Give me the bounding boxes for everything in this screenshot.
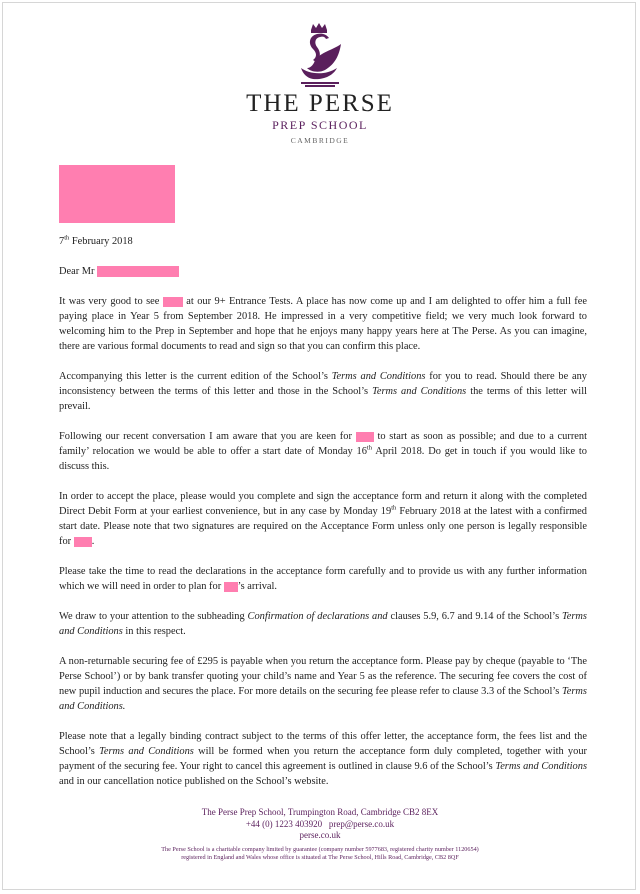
school-name: THE PERSE [246,90,394,117]
redacted-child-name [163,297,183,307]
letter-date: 7th February 2018 [59,234,133,247]
footer-address: The Perse Prep School, Trumpington Road, Cambridge CB2 8EX [201,807,439,817]
footer-contact: +44 (0) 1223 403920 prep@perse.co.uk [245,818,395,829]
redacted-address [59,165,175,223]
redacted-child-name [224,582,238,592]
swan-crest-icon [295,22,345,88]
redacted-child-name [74,537,92,547]
school-subtitle: PREP SCHOOL [272,118,368,132]
footer-legal-1: The Perse School is a charitable company limited by guarantee (company number 5977683, registered charity number 1120654) [161,845,479,853]
redacted-name [97,266,179,277]
school-city: CAMBRIDGE [290,136,350,145]
paragraph-1: It was very good to see at our 9+ Entrance Tests. A place has now come up and I am delighted to offer him a full fee paying place in Year 5 from September 2018. He impressed in a very competitive field; we very much look forward to welcoming him to the Prep in September and hope that he enjoys many happy years here at The Perse. As you can imagine, there are various formal documents to read and sign so that you can confirm this place. [59,296,587,352]
paragraph-8: Please note that a legally binding contract subject to the terms of this offer letter, the acceptance form, the fees list and the School’s Terms and Conditions will be formed when you return the acceptance form duly completed, together with your payment of the securing fee. Your right to cancel this agreement is outlined in clause 9.6 of the School’s Terms and Conditions and in our cancellation notice published on the School’s website. [59,731,587,787]
letterhead [0,22,640,145]
footer-website[interactable]: perse.co.uk [299,830,341,840]
letter-body [59,234,587,804]
paragraph-4: In order to accept the place, please would you complete and sign the acceptance form and return it along with the completed Direct Debit Form at your earliest convenience, but in any case by Monday 19th February 2018 at the latest with a confirmed start date. Please note that two signatures are required on the Acceptance Form unless only one person is legally responsible for . [59,491,587,547]
footer-legal-2: registered in England and Wales whose office is situated at The Perse School, Hills Road, Cambridge, CB2 8QF [181,853,459,861]
paragraph-7: A non-returnable securing fee of £295 is payable when you return the acceptance form. Please pay by cheque (payable to ‘The Perse School’) or by bank transfer quoting your child’s name and Year 5 as the reference. The securing fee covers the cost of new pupil induction and secures the place. For more details on the securing fee please refer to clause 3.3 of the School’s Terms and Conditions. [59,656,587,712]
paragraph-5: Please take the time to read the declarations in the acceptance form carefully and to provide us with any further information which we will need in order to plan for ’s arrival. [59,566,587,592]
letter-footer [0,807,640,862]
paragraph-6: We draw to your attention to the subheading Confirmation of declarations and clauses 5.9, 6.7 and 9.14 of the School’s Terms and Conditions in this respect. [59,611,587,637]
salutation: Dear Mr [59,264,587,279]
paragraph-3: Following our recent conversation I am aware that you are keen for to start as soon as possible; and due to a current family’ relocation we would be able to offer a start date of Monday 16th April 2018. Do get in touch if you would like to discuss this. [59,431,587,472]
paragraph-2: Accompanying this letter is the current edition of the School’s Terms and Conditions for you to read. Should there be any inconsistency between the terms of this letter and those in the School’s Terms and Conditions the terms of this letter will prevail. [59,371,588,412]
redacted-child-name [356,432,374,442]
